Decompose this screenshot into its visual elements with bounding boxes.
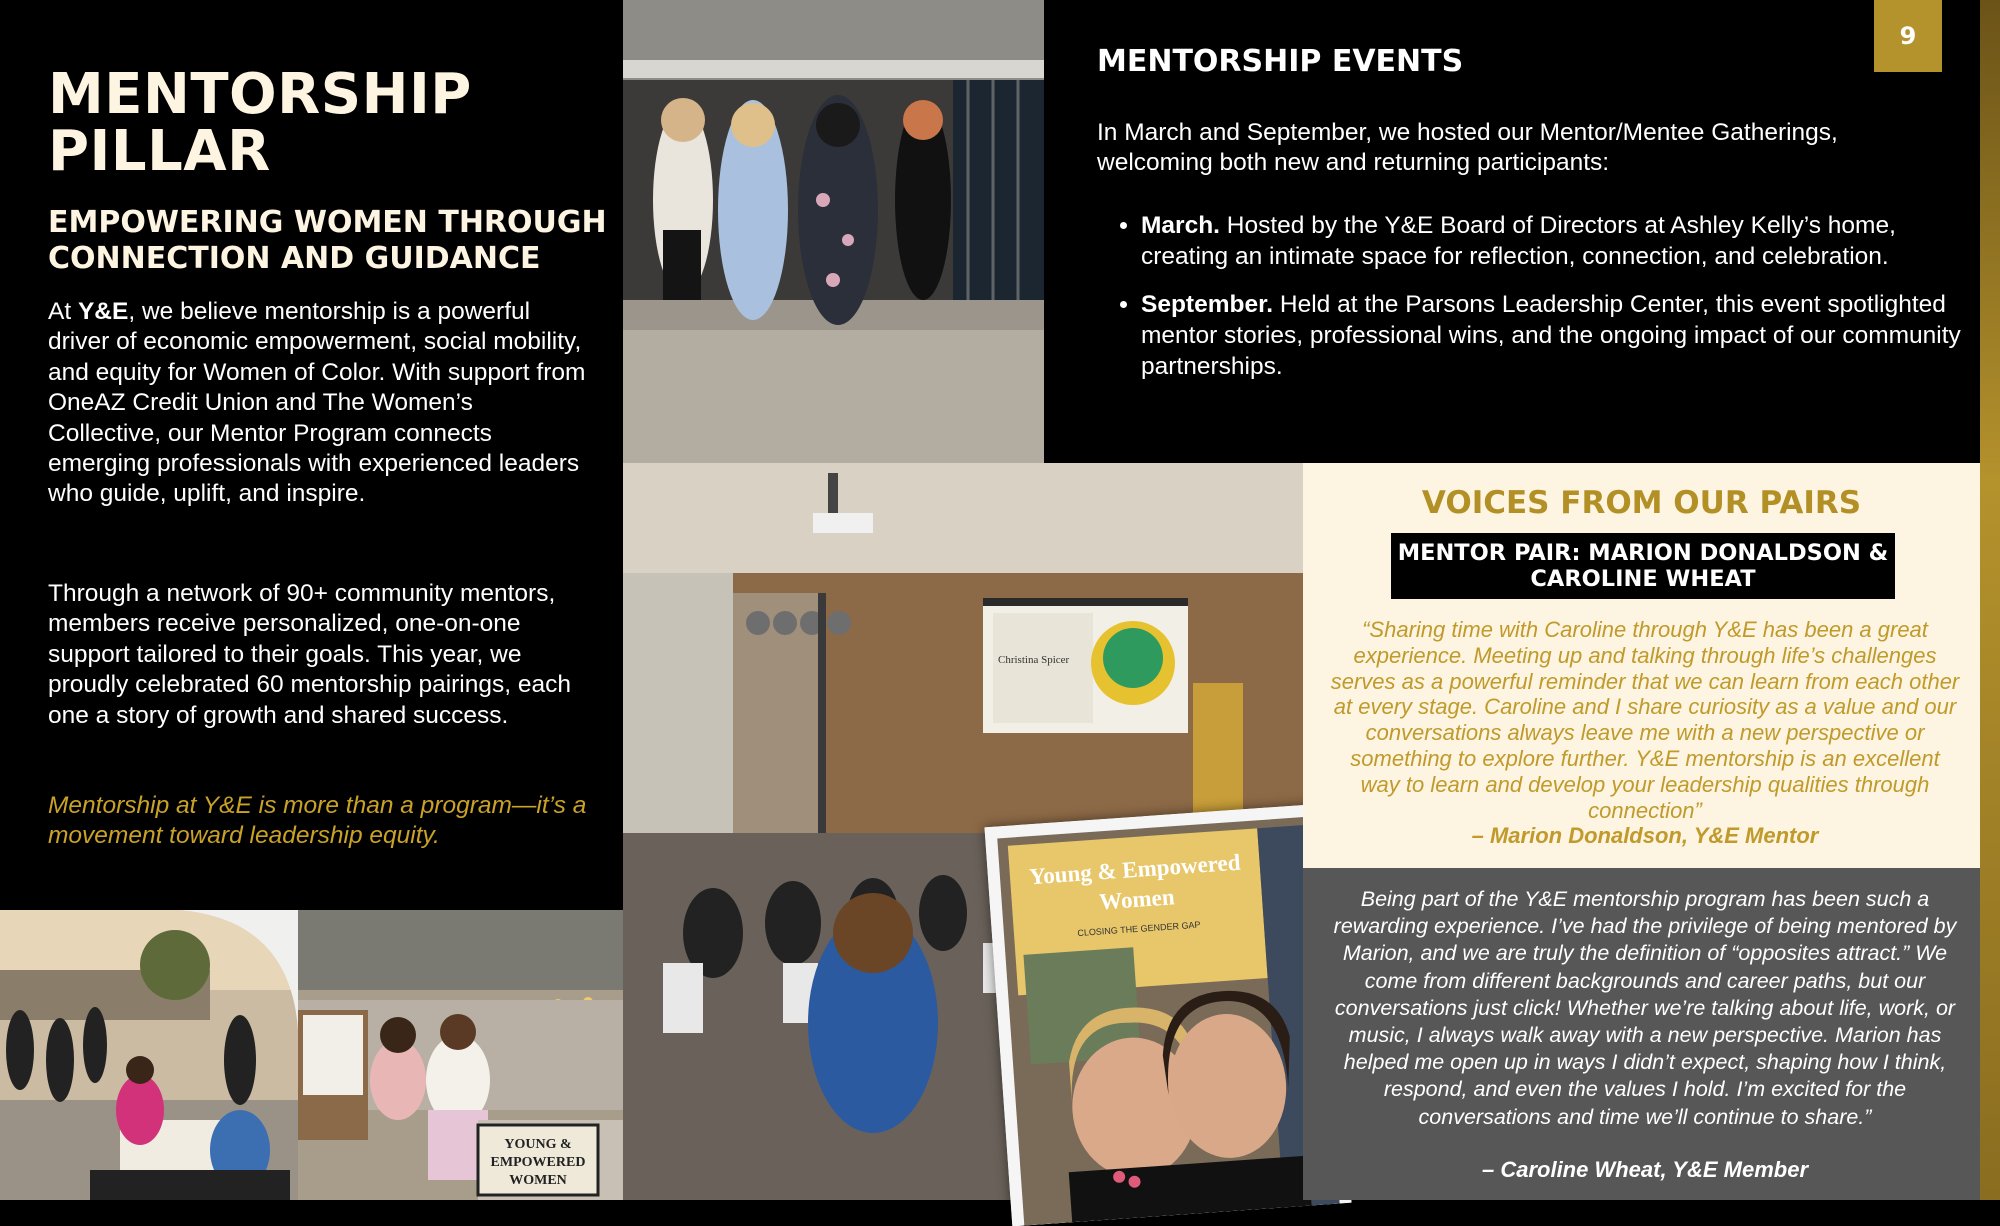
events-title: MENTORSHIP EVENTS xyxy=(1097,44,1464,79)
photo-outdoor-gathering xyxy=(0,910,298,1200)
intro-brand: Y&E xyxy=(77,298,129,325)
sign-line2: EMPOWERED xyxy=(490,1155,586,1170)
member-quote: Being part of the Y&E mentorship program has been such a rewarding experience. I’ve had the privilege of being mentored by Marion, and we are truly the definition of “opposites attract.” We come from different backgrounds and career paths, but our conversations just click! Whether we’re talking about life, work, or music, I always walk away with a new perspective. Marion has helped me open up in ways I didn’t expect, shaping how I think, respond, and even the values I hold. I’m excited for the conversations and time we’ll continue to share.” xyxy=(1333,887,1957,1129)
poster-title-line1: Young & Empowered xyxy=(1028,849,1242,890)
events-list xyxy=(1097,210,1971,399)
event-label: March. xyxy=(1141,212,1220,239)
events-intro: In March and September, we hosted our Mentor/Mentee Gatherings, welcoming both new and returning participants: xyxy=(1097,119,1838,177)
event-text: Hosted by the Y&E Board of Directors at Ashley Kelly’s home, creating an intimate space for reflection, connection, and celebration. xyxy=(1141,212,1896,270)
intro-paragraph xyxy=(48,297,588,510)
page-subtitle: EMPOWERING WOMEN THROUGH CONNECTION AND GUIDANCE xyxy=(48,205,607,276)
tagline: Mentorship at Y&E is more than a program—it’s a movement toward leadership equity. xyxy=(48,792,587,850)
voices-title: VOICES FROM OUR PAIRS xyxy=(1421,485,1862,521)
decorative-edge xyxy=(1980,0,2000,1200)
mentor-quote: “Sharing time with Caroline through Y&E has been a great experience. Meeting up and talking through life’s challenges serves as a powerful reminder that we can learn from each other at every stage. Caroline and I share curiosity as a value and our conversations always leave me with a new perspective or something to explore further. Y&E mentorship is an excellent way to learn and develop your leadership qualities through connection” xyxy=(1330,617,1960,823)
event-label: September. xyxy=(1141,291,1274,318)
mentor-attribution: – Marion Donaldson, Y&E Mentor xyxy=(1471,823,1819,848)
photo-mentor-pair xyxy=(984,804,1351,1226)
photo-evening-gathering xyxy=(623,0,1044,463)
event-item-september xyxy=(1141,289,1971,382)
sign-line3: WOMEN xyxy=(509,1173,567,1188)
event-text: Held at the Parsons Leadership Center, this event spotlighted mentor stories, professional wins, and the ongoing impact of our community partnerships. xyxy=(1141,291,1961,380)
page-title: MENTORSHIP PILLAR xyxy=(48,62,472,184)
event-item-march xyxy=(1141,210,1971,272)
screen-name-text: Christina Spicer xyxy=(998,654,1070,666)
member-attribution: – Caroline Wheat, Y&E Member xyxy=(1481,1157,1808,1182)
poster-tagline: CLOSING THE GENDER GAP xyxy=(1077,919,1201,939)
network-paragraph: Through a network of 90+ community mentors, members receive personalized, one-on-one support tailored to their goals. This year, we proudly celebrated 60 mentorship pairings, each one a story of growth and shared success. xyxy=(48,580,571,729)
poster-title-line2: Women xyxy=(1098,884,1176,915)
sign-line1: YOUNG & xyxy=(504,1137,572,1152)
intro-prefix: At xyxy=(48,298,78,325)
mentor-pair-label: MENTOR PAIR: MARION DONALDSON & CAROLINE WHEAT xyxy=(1391,533,1895,599)
photo-patio-conversation xyxy=(298,910,623,1200)
page-number: 9 xyxy=(1874,0,1942,72)
intro-text: , we believe mentorship is a powerful driver of economic empowerment, social mobility, and equity for Women of Color. With support from OneAZ Credit Union and The Women’s Collective, our Mentor Program connects emerging professionals with experienced leaders who guide, uplift, and inspire. xyxy=(48,298,586,508)
